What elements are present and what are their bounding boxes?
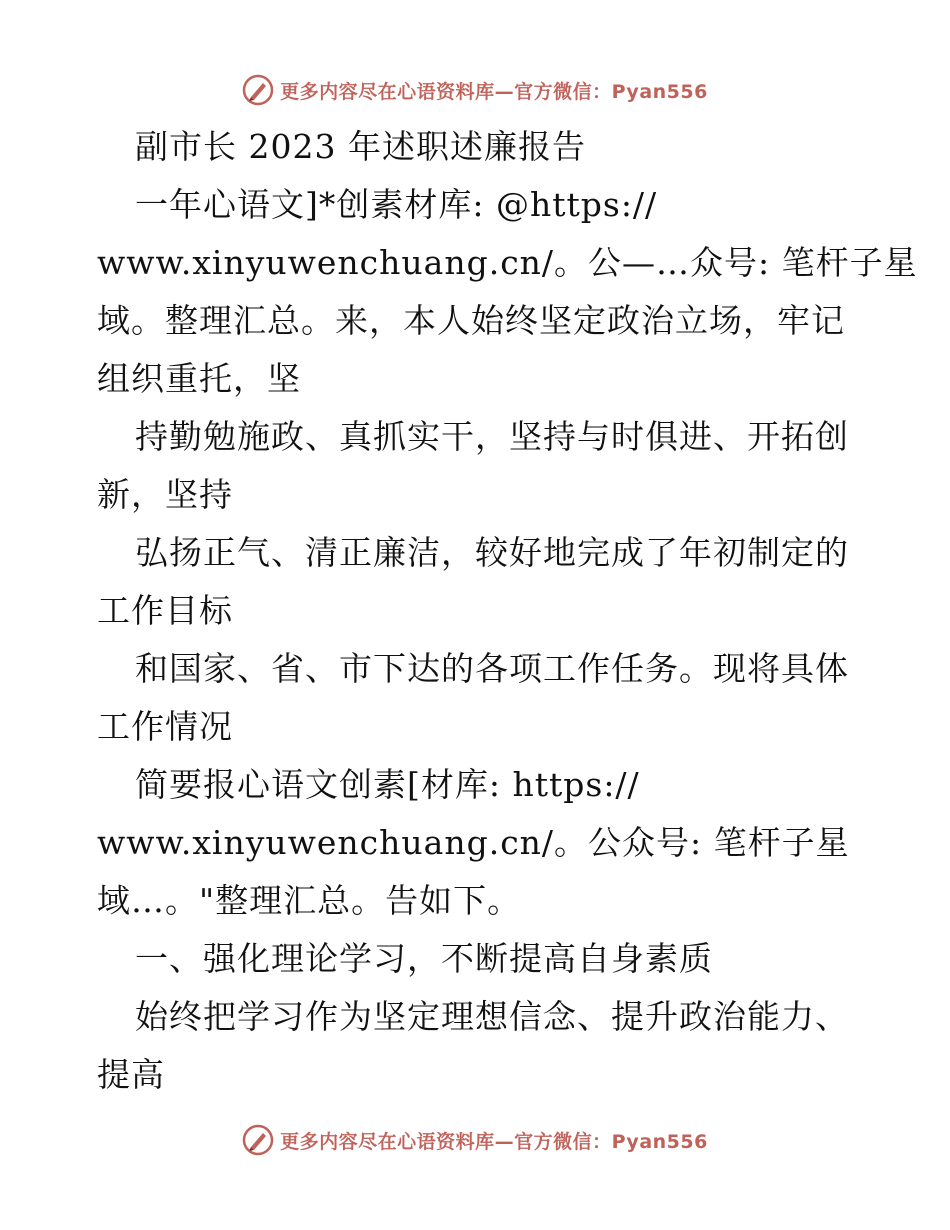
header-banner-text: 更多内容尽在心语资料库—官方微信：Pyan556 [280,80,708,103]
text-line: www.xinyuwenchuang.cn/。公众号: 笔杆子星 [97,823,850,862]
text-line: 域…。"整理汇总。告如下。 [97,881,522,920]
text-line: www.xinyuwenchuang.cn/。公—…众号: 笔杆子星 [97,243,918,282]
pen-logo-icon [242,1124,274,1156]
pen-logo-icon [242,74,274,106]
text-line: 组织重托，坚 [97,359,301,398]
header-banner [0,70,950,110]
text-line: 和国家、省、市下达的各项工作任务。现将具体 [135,649,849,688]
footer-banner-text: 更多内容尽在心语资料库—官方微信：Pyan556 [280,1130,708,1153]
text-line: 始终把学习作为坚定理想信念、提升政治能力、 [135,997,849,1036]
footer-banner [0,1120,950,1160]
text-line: 一、强化理论学习，不断提高自身素质 [135,939,713,978]
text-line: 持勤勉施政、真抓实干，坚持与时俱进、开拓创 [135,417,849,456]
text-line: 副市长 2023 年述职述廉报告 [135,127,586,166]
text-line: 新，坚持 [97,475,233,514]
text-line: 工作情况 [97,707,233,746]
text-line: 一年心语文]*创素材库: @https:// [135,185,658,224]
text-line: 工作目标 [97,591,233,630]
text-line: 提高 [97,1055,165,1094]
document-body [97,118,918,1104]
text-line: 域。整理汇总。来，本人始终坚定政治立场，牢记 [97,301,845,340]
text-line: 弘扬正气、清正廉洁，较好地完成了年初制定的 [135,533,849,572]
text-line: 简要报心语文创素[材库: https:// [135,765,640,804]
